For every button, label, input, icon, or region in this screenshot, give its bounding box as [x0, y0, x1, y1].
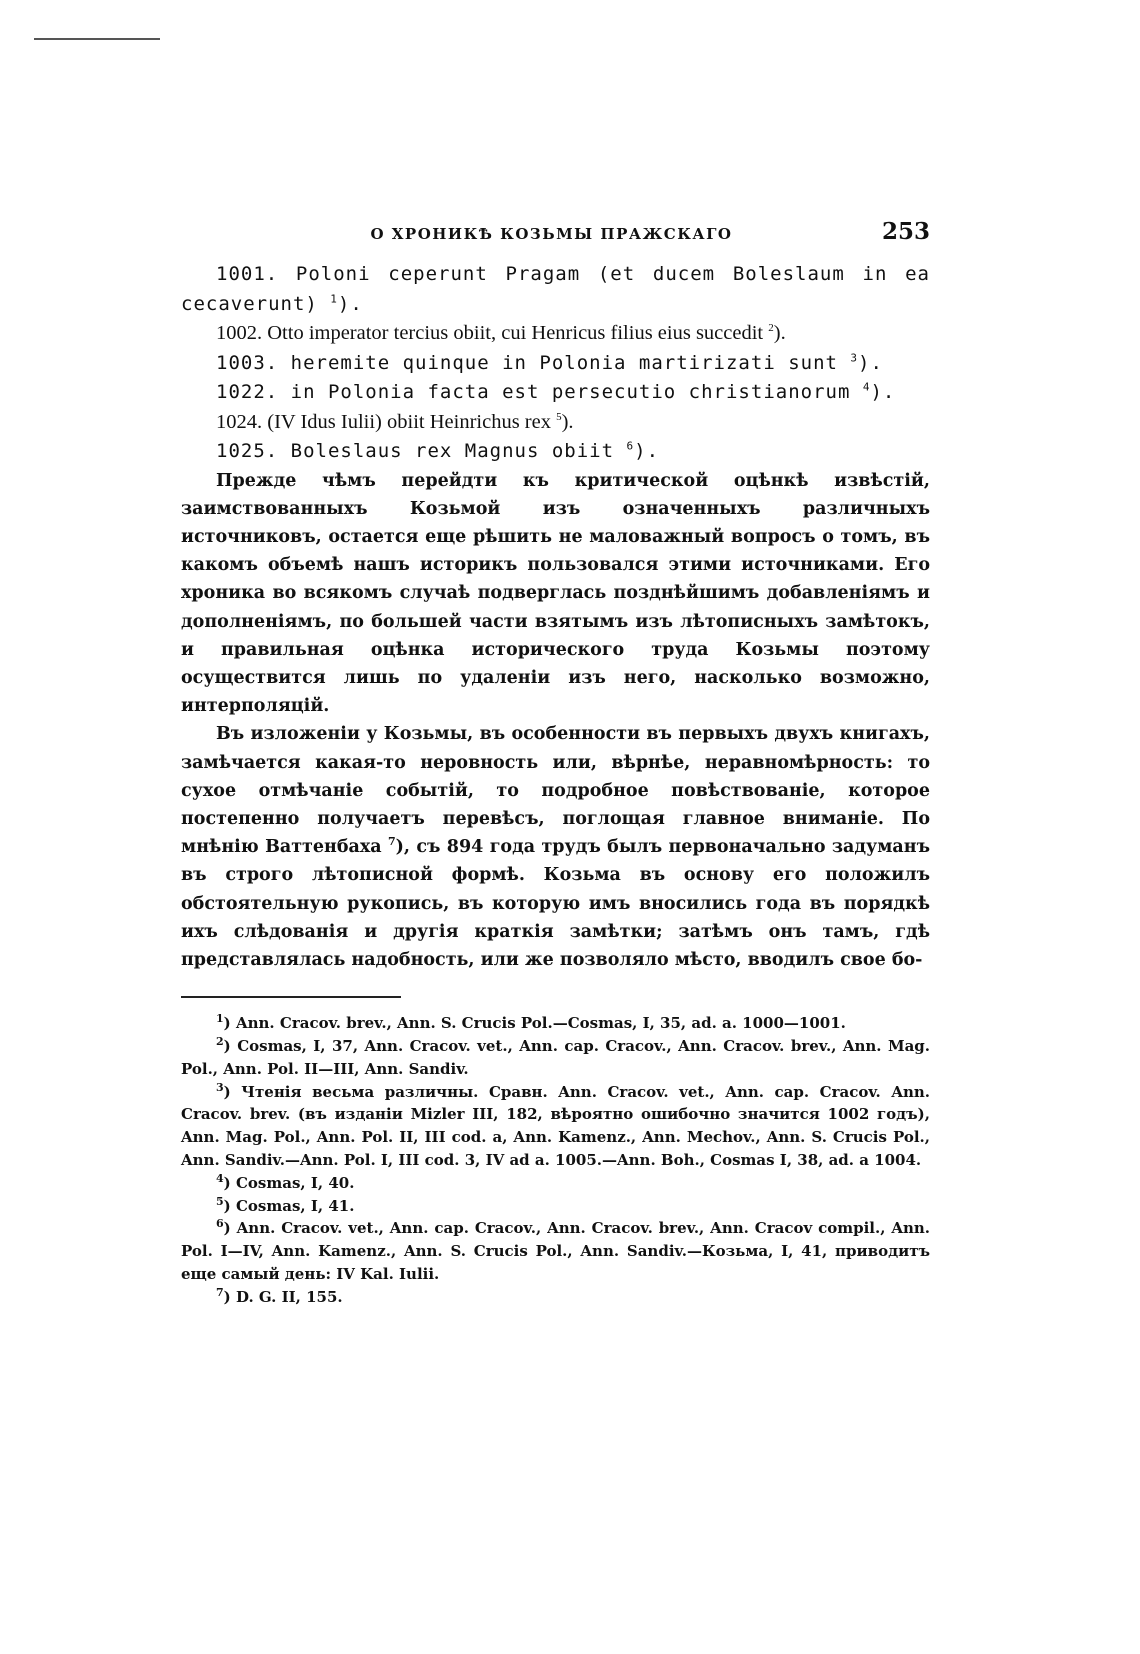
footnote-mark: 5 — [216, 1194, 224, 1208]
footnote-divider — [181, 996, 401, 998]
footnote-ref: 1 — [330, 292, 338, 306]
annal-entry: 1002. Otto imperator tercius obiit, cui Henricus filius eius succedit $^2$). — [216, 322, 786, 344]
page-body — [181, 218, 930, 1309]
footnote-ref: 6 — [626, 439, 635, 453]
footnote: $^4$) Cosmas, I, 40. — [216, 1171, 355, 1192]
footnote: $^5$) Cosmas, I, 41. — [216, 1194, 355, 1215]
footnote-mark: 4 — [216, 1171, 224, 1185]
footnote: $^1$) Ann. Cracov. brev., Ann. S. Crucis Pol.—Cosmas, I, 35, ad. a. 1000—1001. — [216, 1012, 846, 1033]
body-paragraph: Въ изложеніи у Козьмы, въ особенности въ первыхъ двухъ книгахъ, замѣчается какая-то неровность или, вѣрнѣе, неравномѣрность: то сухое отмѣчаніе событій, то подробное повѣствованіе, которое постепенно получаетъ перевѣсъ, поглощая главное вниманіе. По мнѣнію Ваттенбаха $^7$), съ 894 года трудъ былъ первоначально задуманъ въ строго лѣтописной формѣ. Козьма въ основу его положилъ обстоятельную рукопись, въ которую имъ вносились года въ порядкѣ ихъ слѣдованія и другія краткія замѣтки; затѣмъ онъ тамъ, гдѣ представлялась надобность, или же позволяло мѣсто, вводилъ свое бо- — [181, 724, 931, 970]
footnote: $^3$) Чтенія весьма различны. Сравн. Ann. Cracov. vet., Ann. cap. Cracov. Ann. Cracov. brev. (въ изданіи Mizler III, 182, вѣроятно ошибочно значится 1002 годъ), Ann. Mag. Pol., Ann. Pol. II, III cod. a, Ann. Kamenz., Ann. Mechov., Ann. S. Crucis Pol., Ann. Sandiv.—Ann. Pol. I, III cod. 3, IV ad a. 1005.—Ann. Boh., Cosmas I, 38, ad. a 1004. — [181, 1080, 930, 1169]
footnote-ref: 4 — [862, 380, 871, 394]
annal-entry: 1001. Poloni ceperunt Pragam (et ducem Boleslaum in ea cecaverunt) $^1$). — [181, 263, 930, 315]
footnote-ref: 7 — [387, 835, 396, 849]
footnote-ref: 5 — [556, 410, 562, 423]
footnote-mark: 3 — [216, 1080, 224, 1094]
annal-entry: 1022. in Polonia facta est persecutio christianorum $^4$). — [216, 380, 896, 403]
footnote: $^2$) Cosmas, I, 37, Ann. Cracov. vet., Ann. cap. Cracov., Ann. Cracov. brev., Ann. Mag. Pol., Ann. Pol. II—III, Ann. Sandiv. — [181, 1034, 930, 1078]
footnote-ref: 2 — [768, 322, 774, 335]
footnote-mark: 6 — [216, 1217, 224, 1231]
footnotes — [181, 1012, 930, 1308]
annal-entry: 1003. heremite quinque in Polonia martirizati sunt $^3$). — [216, 351, 883, 374]
footnote: $^7$) D. G. II, 155. — [216, 1285, 343, 1306]
footnote: $^6$) Ann. Cracov. vet., Ann. cap. Cracov., Ann. Cracov. brev., Ann. Cracov compil., Ann. Pol. I—IV, Ann. Kamenz., Ann. S. Crucis Pol., Ann. Sandiv.—Козьма, I, 41, приводитъ еще самый день: IV Kal. Iulii. — [181, 1217, 930, 1283]
footnote-mark: 7 — [216, 1285, 224, 1299]
annal-entries — [181, 260, 930, 467]
footnote-ref: 3 — [850, 351, 859, 365]
annal-entry: 1024. (IV Idus Iulii) obiit Heinrichus rex $^5$). — [216, 410, 574, 433]
top-left-rule — [34, 38, 160, 40]
running-title: О ХРОНИКѢ КОЗЬМЫ ПРАЖСКАГО — [370, 225, 733, 243]
annal-entry: 1025. Boleslaus rex Magnus obiit $^6$). — [216, 439, 660, 462]
body-paragraph: Прежде чѣмъ перейдти къ критической оцѣнкѣ извѣстій, заимствованныхъ Козьмой изъ означенныхъ различныхъ источниковъ, остается еще рѣшить не маловажный вопросъ о томъ, въ какомъ объемѣ нашъ историкъ пользовался этими источниками. Его хроника во всякомъ случаѣ подверглась позднѣйшимъ добавленіямъ и дополненіямъ, по большей части взятымъ изъ лѣтописныхъ замѣтокъ, и правильная оцѣнка исторического труда Козьмы поэтому осуществится лишь по удаленіи изъ него, насколько возможно, интерполяцій. — [181, 470, 930, 717]
footnote-mark: 2 — [216, 1034, 224, 1048]
page-header — [181, 218, 930, 254]
footnote-mark: 1 — [216, 1012, 224, 1026]
page-number: 253 — [881, 218, 930, 245]
